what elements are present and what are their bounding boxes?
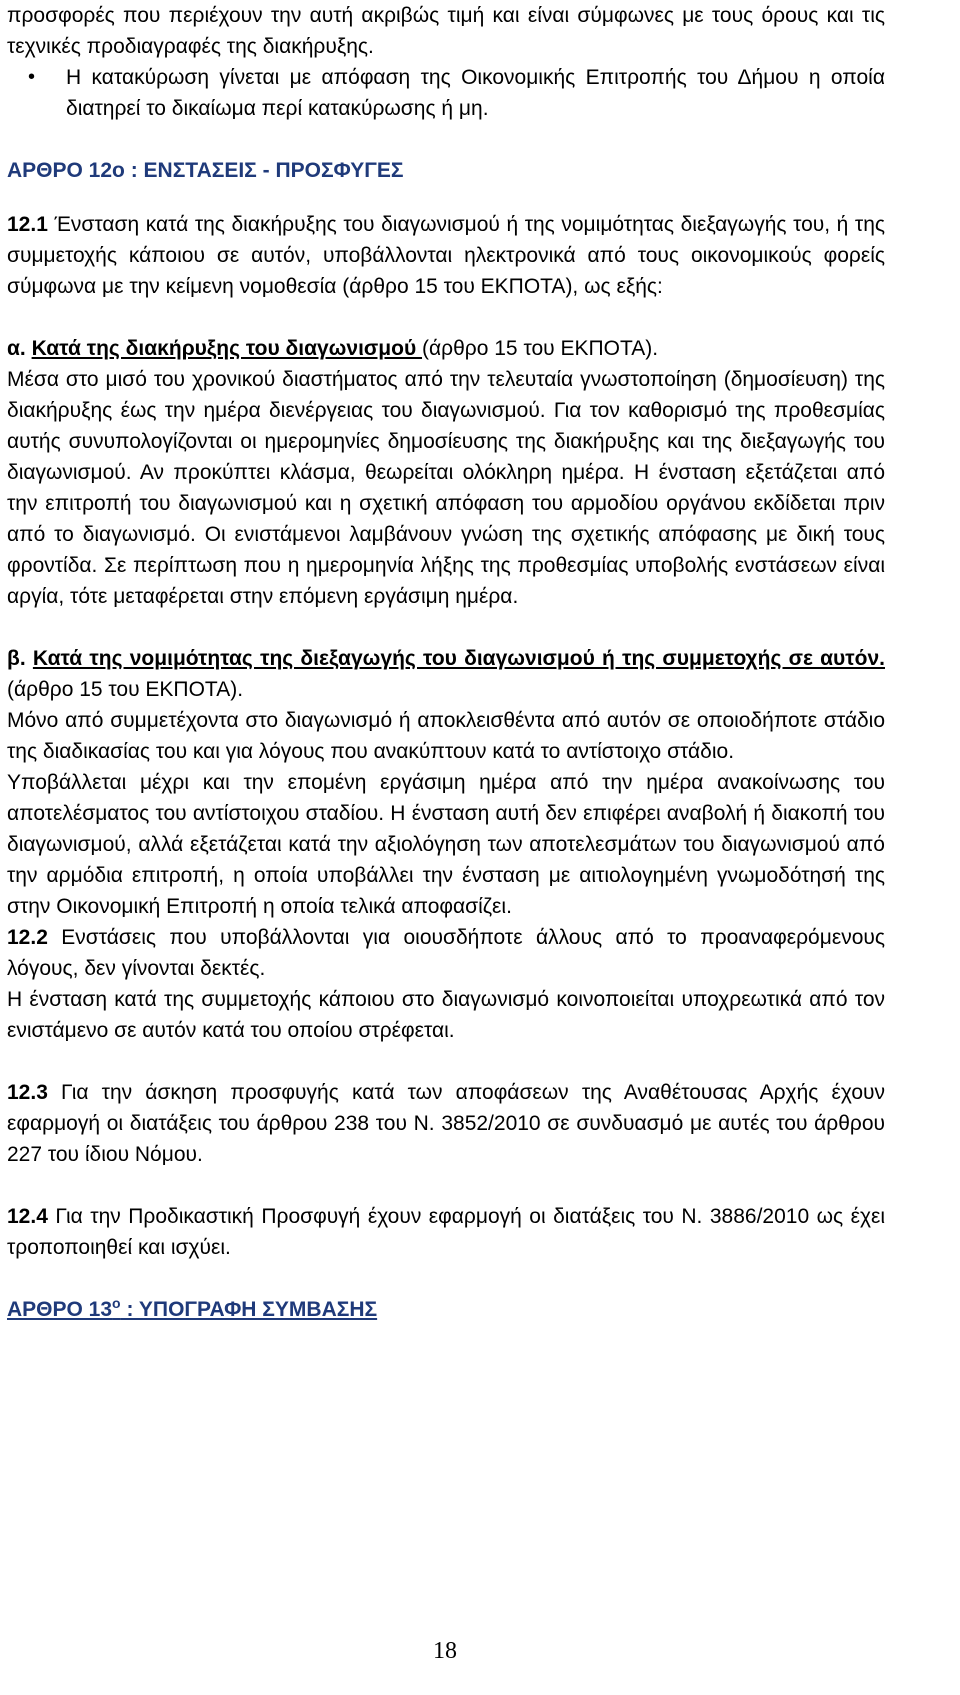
heading-text-end: : ΥΠΟΓΡΑΦΗ ΣΥΜΒΑΣΗΣ xyxy=(120,1298,378,1321)
paragraph-12-2-continued: Η ένσταση κατά της συμμετοχής κάποιου στο διαγωνισμό κοινοποιείται υποχρεωτικά από τον ενιστάμενο σε αυτόν κατά του οποίου στρέφεται. xyxy=(7,988,885,1042)
heading-text: ΑΡΘΡΟ 13 xyxy=(7,1298,113,1321)
subsection-a-text: Μέσα στο μισό του χρονικού διαστήματος από την τελευταία γνωστοποίηση (δημοσίευση) της διακήρυξης έως την ημέρα διενέργειας του διαγωνισμού. Για τον καθορισμό της προθεσμίας αυτής συνυπολογίζονται οι ημερομηνίες δημοσίευσης της διακήρυξης και της διεξαγωγής του διαγωνισμού. Αν προκύπτει κλάσμα, θεωρείται ολόκληρη ημέρα. Η ένσταση εξετάζεται από την επιτροπή του διαγωνισμού και η σχετική απόφαση του αρμοδίου οργάνου εκδίδεται πριν από το διαγωνισμό. Οι ενιστάμενοι λαμβάνουν γνώση της σχετικής απόφασης με δική τους φροντίδα. Σε περίπτωση που η ημερομηνία λήξης της προθεσμίας υποβολής ενστάσεων είναι αργία, τότε μεταφέρεται στην επόμενη εργάσιμη ημέρα. xyxy=(7,368,885,608)
article-12-heading: ΑΡΘΡΟ 12ο : ΕΝΣΤΑΣΕΙΣ - ΠΡΟΣΦΥΓΕΣ xyxy=(7,159,404,182)
subsection-label: α. xyxy=(7,337,32,360)
subsection-title: Κατά της διακήρυξης του διαγωνισμού xyxy=(31,337,423,360)
paragraph-number: 12.2 xyxy=(7,926,48,949)
bullet-icon: • xyxy=(28,66,36,88)
paragraph-12-1 xyxy=(7,209,885,302)
subsection-b-heading xyxy=(7,643,885,705)
paragraph-text: Ένσταση κατά της διακήρυξης του διαγωνισμού ή της νομιμότητας διεξαγωγής του, ή της συμμετοχής κάποιου σε αυτόν, υποβάλλονται ηλεκτρονικά από τους οικονομικούς φορείς σύμφωνα με την κείμενη νομοθεσία (άρθρο 15 του ΕΚΠΟΤΑ), ως εξής: xyxy=(7,213,885,298)
subsection-b-text-1: Μόνο από συμμετέχοντα στο διαγωνισμό ή αποκλεισθέντα από αυτόν σε οποιοδήποτε στάδιο της διαδικασίας του και για λόγους που ανακύπτουν κατά το αντίστοιχο στάδιο. xyxy=(7,709,885,763)
paragraph-text: Ενστάσεις που υποβάλλονται για οιουσδήποτε άλλους από το προαναφερόμενους λόγους, δεν γίνονται δεκτές. xyxy=(7,926,885,980)
subsection-a-heading xyxy=(7,333,885,364)
bullet-text: Η κατακύρωση γίνεται με απόφαση της Οικονομικής Επιτροπής του Δήμου η οποία διατηρεί το δικαίωμα περί κατακύρωσης ή μη. xyxy=(66,66,885,120)
subsection-b-text-2: Υποβάλλεται μέχρι και την επομένη εργάσιμη ημέρα από την ημέρα ανακοίνωσης του αποτελέσματος του αντίστοιχου σταδίου. Η ένσταση αυτή δεν επιφέρει αναβολή ή διακοπή του διαγωνισμού, αλλά εξετάζεται κατά την αξιολόγηση των αποτελεσμάτων του διαγωνισμού από την αρμόδια επιτροπή, η οποία υποβάλλει την ένσταση με αιτιολογημένη γνωμοδότησή της στην Οικονομική Επιτροπή η οποία τελικά αποφασίζει. xyxy=(7,771,885,918)
page-content xyxy=(7,0,885,1325)
paragraph-text: Για την άσκηση προσφυγής κατά των αποφάσεων της Αναθέτουσας Αρχής έχουν εφαρμογή οι διατάξεις του άρθρου 238 του Ν. 3852/2010 σε συνδυασμό με αυτές του άρθρου 227 του ίδιου Νόμου. xyxy=(7,1081,885,1166)
paragraph-text: Για την Προδικαστική Προσφυγή έχουν εφαρμογή οι διατάξεις του Ν. 3886/2010 ως έχει τροποποιηθεί και ισχύει. xyxy=(7,1205,885,1259)
paragraph-number: 12.1 xyxy=(7,213,48,236)
paragraph-number: 12.3 xyxy=(7,1081,48,1104)
subsection-reference: (άρθρο 15 του ΕΚΠΟΤΑ). xyxy=(7,678,244,701)
bullet-item xyxy=(28,62,885,124)
continued-paragraph: προσφορές που περιέχουν την αυτή ακριβώς τιμή και είναι σύμφωνες με τους όρους και τις τεχνικές προδιαγραφές της διακήρυξης. xyxy=(7,4,885,58)
page-number: 18 xyxy=(433,1638,457,1664)
paragraph-12-2 xyxy=(7,922,885,984)
paragraph-12-4 xyxy=(7,1201,885,1263)
subsection-reference: (άρθρο 15 του ΕΚΠΟΤΑ). xyxy=(422,337,659,360)
paragraph-number: 12.4 xyxy=(7,1205,48,1228)
subsection-label: β. xyxy=(7,647,33,670)
article-13-heading xyxy=(7,1294,885,1325)
subsection-title: Κατά της νομιμότητας της διεξαγωγής του διαγωνισμού ή της συμμετοχής σε αυτόν. xyxy=(32,647,885,670)
heading-superscript: ο xyxy=(112,1295,121,1311)
paragraph-12-3 xyxy=(7,1077,885,1170)
